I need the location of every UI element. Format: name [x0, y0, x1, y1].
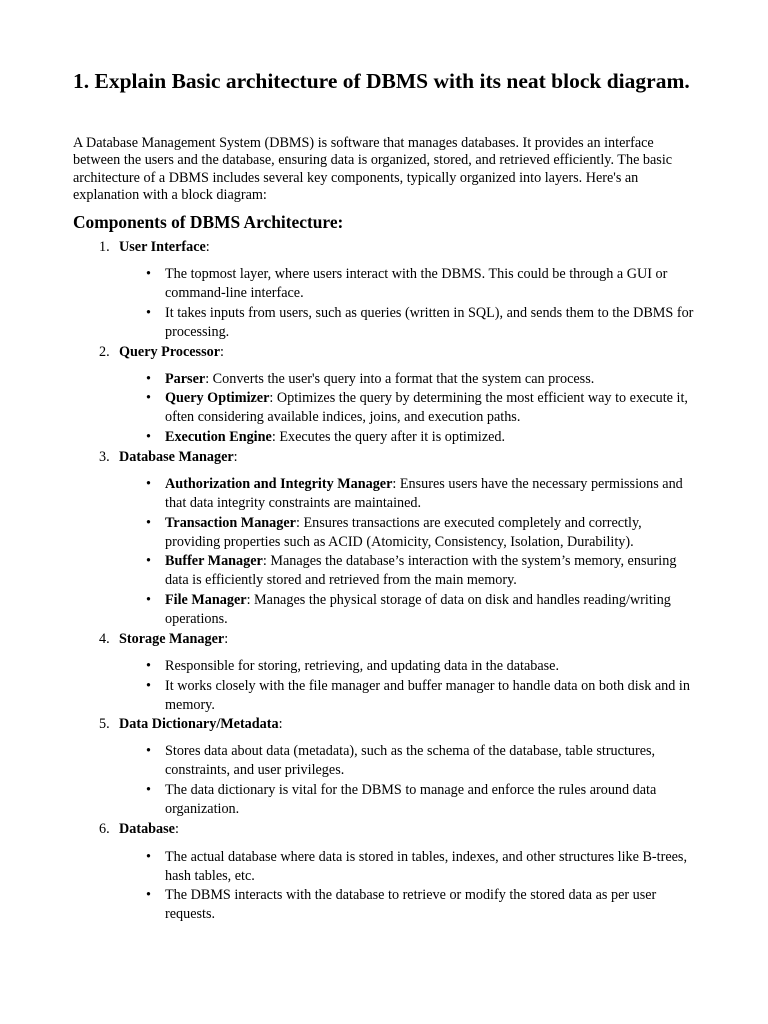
list-item-text: Stores data about data (metadata), such as the schema of the database, table structures, constraints, and user privileges. [165, 743, 656, 779]
bullet-icon: • [146, 678, 151, 694]
list-item-text: It takes inputs from users, such as queries (written in SQL), and sends them to the DBMS for processing. [165, 305, 694, 341]
list-item [165, 389, 695, 428]
bullet-icon: • [146, 371, 151, 387]
list-item [165, 304, 695, 343]
section-title-text: Database Manager [119, 449, 234, 465]
list-item [165, 475, 695, 514]
list-item [165, 657, 695, 676]
list-item-text: : Optimizes the query by determining the most efficient way to execute it, often considering available indices, joins, and execution paths. [165, 390, 688, 426]
section-title: Query Processor: [119, 344, 224, 360]
bullet-icon: • [146, 887, 151, 903]
list-item [165, 742, 695, 781]
section-heading: Components of DBMS Architecture: [73, 212, 344, 232]
list-item [165, 886, 695, 925]
section-title: Storage Manager: [119, 631, 229, 647]
list-item [165, 848, 695, 887]
list-item-text: Responsible for storing, retrieving, and updating data in the database. [165, 658, 559, 674]
list-item-text: The data dictionary is vital for the DBMS to manage and enforce the rules around data organization. [165, 782, 657, 818]
section-number: 2. [99, 344, 110, 360]
page-title: 1. Explain Basic architecture of DBMS with its neat block diagram. [73, 69, 690, 93]
bullet-icon: • [146, 849, 151, 865]
list-item [165, 781, 695, 820]
bullet-icon: • [146, 266, 151, 282]
bullet-icon: • [146, 743, 151, 759]
list-item [165, 370, 695, 389]
bullet-icon: • [146, 476, 151, 492]
list-item-text: : Manages the physical storage of data on disk and handles reading/writing operations. [165, 592, 671, 628]
list-item [165, 591, 695, 630]
bullet-icon: • [146, 553, 151, 569]
section-title-text: User Interface [119, 239, 206, 255]
bullet-icon: • [146, 782, 151, 798]
list-item [165, 552, 695, 591]
section-number: 3. [99, 449, 110, 465]
section-number: 4. [99, 631, 110, 647]
list-item-term: Buffer Manager [165, 553, 263, 569]
bullet-icon: • [146, 429, 151, 445]
section-title: Data Dictionary/Metadata: [119, 716, 283, 732]
intro-paragraph: A Database Management System (DBMS) is software that manages databases. It provides an interface between the users and the database, ensuring data is organized, stored, and retrieved efficiently. The basic architecture of a DBMS includes several key components, typically organized into layers. Here's an explanation with a block diagram: [73, 135, 673, 203]
section-title-text: Query Processor [119, 344, 220, 360]
list-item-text: : Executes the query after it is optimized. [271, 429, 506, 445]
section-title: Database: [119, 821, 179, 837]
list-item [165, 265, 695, 304]
bullet-icon: • [146, 515, 151, 531]
list-item-term: File Manager [165, 592, 247, 608]
list-item-term: Authorization and Integrity Manager [165, 476, 393, 492]
section-title-text: Database [119, 821, 175, 837]
section-title-text: Data Dictionary/Metadata [119, 716, 279, 732]
bullet-icon: • [146, 658, 151, 674]
section-title: Database Manager: [119, 449, 238, 465]
section-title-text: Storage Manager [119, 631, 225, 647]
list-item-text: : Manages the database’s interaction with the system’s memory, ensuring data is efficiently stored and retrieved from the main memory. [165, 553, 677, 589]
list-item-term: Execution Engine [165, 429, 272, 445]
section-number: 5. [99, 716, 110, 732]
section-title: User Interface: [119, 239, 210, 255]
list-item-text: It works closely with the file manager and buffer manager to handle data on both disk and in memory. [165, 678, 690, 714]
list-item [165, 428, 695, 447]
section-number: 6. [99, 821, 110, 837]
bullet-icon: • [146, 305, 151, 321]
list-item [165, 677, 695, 716]
list-item-text: The actual database where data is stored in tables, indexes, and other structures like B-trees, hash tables, etc. [165, 849, 687, 885]
list-item-text: : Ensures transactions are executed completely and correctly, providing properties such as ACID (Atomicity, Consistency, Isolation, Durability). [165, 515, 642, 551]
section-number: 1. [99, 239, 110, 255]
list-item-text: The DBMS interacts with the database to retrieve or modify the stored data as per user requests. [165, 887, 657, 923]
bullet-icon: • [146, 390, 151, 406]
list-item [165, 514, 695, 553]
list-item-text: : Converts the user's query into a format that the system can process. [205, 371, 595, 387]
list-item-text: The topmost layer, where users interact with the DBMS. This could be through a GUI or command-line interface. [165, 266, 668, 302]
list-item-term: Transaction Manager [165, 515, 296, 531]
list-item-text: : Ensures users have the necessary permissions and that data integrity constraints are maintained. [165, 476, 683, 512]
bullet-icon: • [146, 592, 151, 608]
list-item-term: Parser [165, 371, 206, 387]
list-item-term: Query Optimizer [165, 390, 270, 406]
